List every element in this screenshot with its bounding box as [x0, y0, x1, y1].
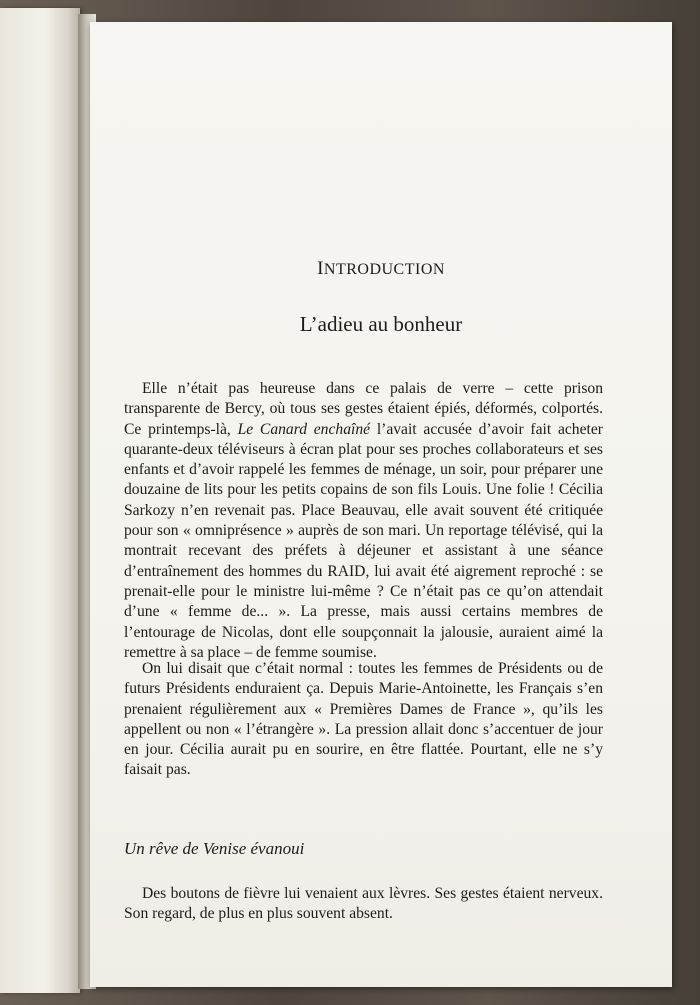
section-title: Un rêve de Venise évanoui — [124, 839, 305, 858]
chapter-heading — [90, 258, 672, 280]
chapter-title: L’adieu au bonheur — [299, 312, 463, 336]
newspaper-title: Le Canard enchaîné — [237, 420, 371, 438]
paragraph-1-start: Elle n’était pas heureuse dans ce palais de verre – cette prison transparente de Bercy, où tous ses gestes étaient épiés, déformés, colportés. Ce printemps-là, — [124, 380, 603, 438]
paragraph-3-text: Des boutons de fièvre lui venaient aux lèvres. Ses gestes étaient nerveux. Son regard, de plus en plus souvent absent. — [124, 885, 603, 923]
paragraph-1-rest: l’avait accusée d’avoir fait acheter quarante-deux téléviseurs à écran plat pour ses proches collaborateurs et ses enfants et d’avoir rappelé les femmes de ménage, un soir, pour préparer une douzaine de lits pour les petits copains de son fils Louis. Une folie ! Cécilia Sarkozy n’en revenait pas. Place Beauvau, elle avait souvent été critiquée pour son « omniprésence » auprès de son mari. Un reportage télévisé, qui la montrait recevant des préfets à déjeuner et assistant à une séance d’entraînement des hommes du RAID, lui avait été aigrement reproché : se prenait-elle pour le ministre lui-même ? Ce n’était pas ce qu’on attendait d’une « femme de... ». La presse, mais aussi certains membres de l’entourage de Nicolas, dont elle soupçonnait la jalousie, auraient aimé la remettre à sa place – de femme soumise. — [124, 420, 603, 661]
paragraph-2-text: On lui disait que c’était normal : toutes les femmes de Présidents ou de futurs Présidents enduraient ça. Depuis Marie-Antoinette, les Français s’en prenaient régulièrement aux « Premières Dames de France », qu’ils les appellent ou non « l’étrangère ». La pression allait donc s’accentuer de jour en jour. Cécilia aurait pu en sourire, en être flattée. Pourtant, elle ne s’y faisait pas. — [124, 660, 603, 779]
book-page — [90, 22, 672, 987]
paragraph-3 — [124, 884, 603, 925]
left-page-edge — [0, 8, 80, 993]
chapter-heading-initial: I — [317, 258, 324, 279]
chapter-heading-rest: NTRODUCTION — [323, 261, 445, 278]
paragraph-1 — [124, 379, 603, 663]
paragraph-2 — [124, 659, 603, 781]
